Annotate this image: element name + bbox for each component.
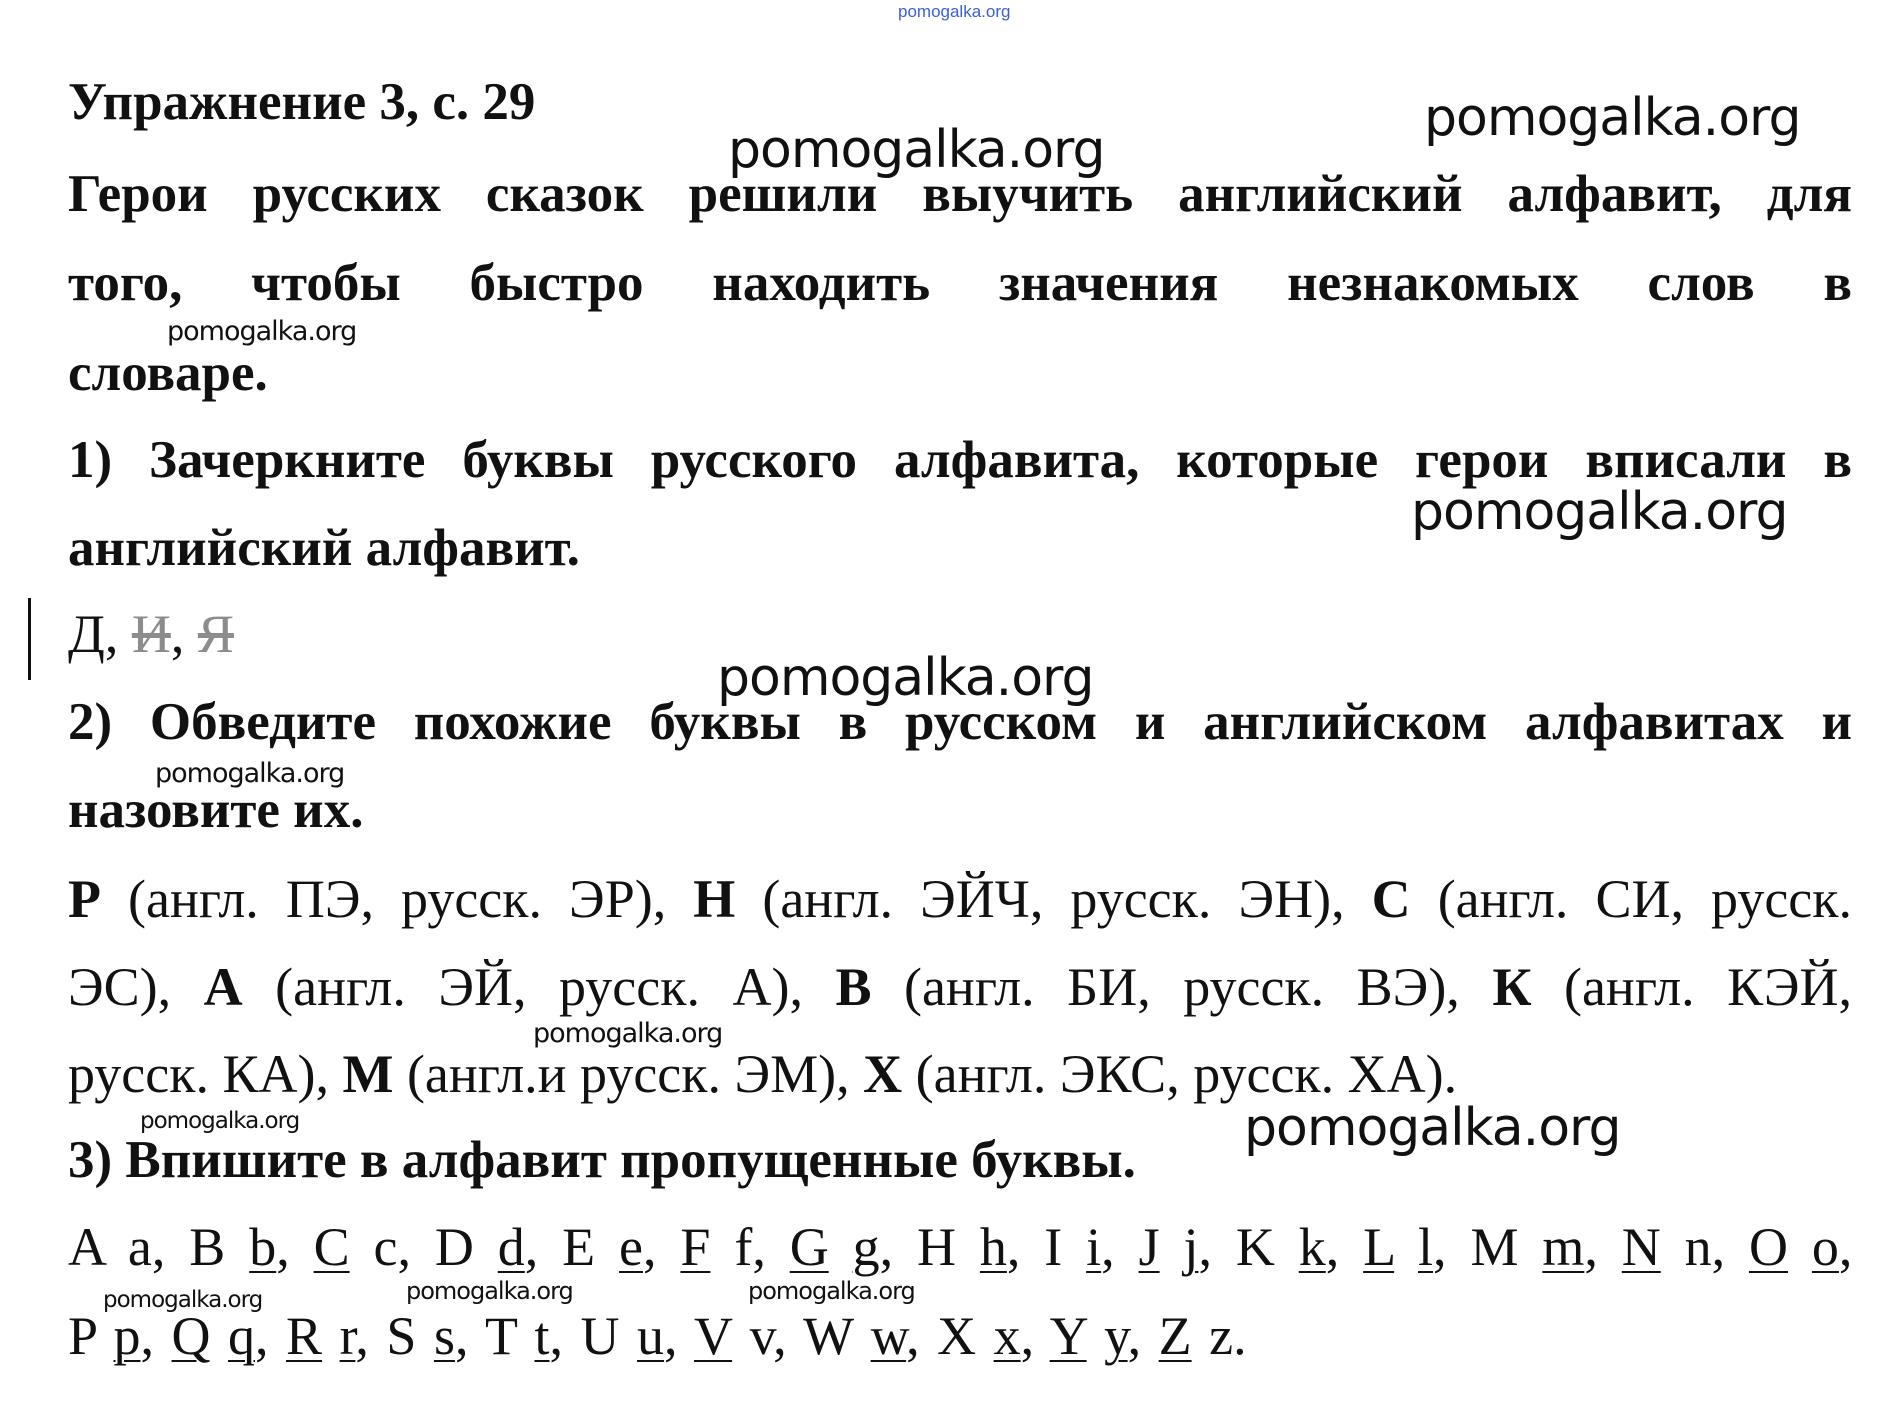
letter-pair (1622, 1217, 1725, 1277)
upper-letter: X (937, 1306, 977, 1366)
filled-lower-letter: u (637, 1306, 665, 1366)
lower-letter: z (1209, 1306, 1234, 1366)
letter-pair (1470, 1217, 1597, 1277)
punctuation: , (524, 1217, 539, 1277)
filled-upper-letter: J (1138, 1217, 1160, 1277)
upper-letter: U (580, 1306, 620, 1366)
watermark: pomogalka.org (1424, 88, 1801, 148)
intro-line-2: того, чтобы быстро находить значения незнакомых слов в (68, 254, 1852, 312)
upper-letter: P (68, 1306, 97, 1366)
watermark: pomogalka.org (717, 648, 1094, 708)
task1-line-2: английский алфавит. (68, 519, 580, 577)
task2-line-2: назовите их. (68, 781, 364, 839)
filled-lower-letter: q (228, 1306, 256, 1366)
upper-letter: T (484, 1306, 517, 1366)
letter-pair (172, 1306, 269, 1366)
lower-letter: a (127, 1217, 152, 1277)
letter-pair (435, 1217, 538, 1277)
task1-line-1: 1) Зачеркните буквы русского алфавита, которые герои вписали в (68, 431, 1852, 489)
filled-lower-letter: t (534, 1306, 550, 1366)
filled-lower-letter: i (1086, 1217, 1102, 1277)
upper-letter: K (1235, 1217, 1275, 1277)
filled-lower-letter: p (113, 1306, 141, 1366)
filled-lower-letter: d (497, 1217, 525, 1277)
filled-lower-letter: x (993, 1306, 1021, 1366)
letter-d: Д (68, 604, 105, 664)
lower-letter: c (373, 1217, 398, 1277)
punctuation: , (549, 1306, 564, 1366)
letter-pair (1159, 1306, 1247, 1366)
watermark: pomogalka.org (155, 758, 345, 789)
punctuation: , (355, 1306, 369, 1366)
punctuation: , (1325, 1217, 1340, 1277)
punctuation: , (643, 1217, 657, 1277)
filled-upper-letter: Y (1049, 1306, 1087, 1366)
task2-line-1: 2) Обведите похожие буквы в русском и английском алфавитах и (68, 693, 1852, 751)
alphabet-row-1 (68, 1216, 1852, 1278)
watermark: pomogalka.org (1244, 1098, 1621, 1158)
filled-upper-letter: N (1621, 1217, 1661, 1277)
letter-pair (790, 1217, 893, 1277)
letter-pair (937, 1306, 1034, 1366)
task1-answer: Д, И, Я (68, 604, 234, 664)
letter-pair (1363, 1217, 1446, 1277)
filled-lower-letter: w (870, 1306, 907, 1366)
filled-lower-letter: m (1542, 1217, 1585, 1277)
text-cursor (28, 598, 31, 680)
letter-pair (314, 1217, 411, 1277)
upper-letter: W (803, 1306, 854, 1366)
struck-letter-ya: Я (197, 604, 234, 664)
filled-lower-letter: j (1183, 1217, 1199, 1277)
filled-upper-letter: Z (1158, 1306, 1192, 1366)
letter-pair (485, 1306, 563, 1366)
filled-upper-letter: R (286, 1306, 323, 1366)
lower-letter: v (749, 1306, 774, 1366)
lower-letter: f (734, 1217, 753, 1277)
filled-lower-letter: y (1104, 1306, 1128, 1366)
letter-pair (189, 1217, 289, 1277)
letter-pair (1139, 1217, 1212, 1277)
struck-letter-i: И (131, 604, 171, 664)
filled-upper-letter: L (1363, 1217, 1395, 1277)
letter-pair (386, 1306, 468, 1366)
punctuation: , (454, 1306, 469, 1366)
watermark: pomogalka.org (533, 1018, 723, 1049)
letter-pair (680, 1217, 765, 1277)
filled-lower-letter: o (1811, 1217, 1839, 1277)
header-watermark: pomogalka.org (898, 2, 1011, 21)
punctuation: , (1127, 1306, 1142, 1366)
alphabet-row-2 (68, 1305, 1247, 1367)
letter-pair (1044, 1217, 1114, 1277)
filled-lower-letter: b (249, 1217, 277, 1277)
punctuation: , (752, 1217, 766, 1277)
punctuation: , (151, 1217, 166, 1277)
punctuation: , (1433, 1217, 1447, 1277)
upper-letter: D (434, 1217, 474, 1277)
filled-lower-letter: e (619, 1217, 644, 1277)
punctuation: , (664, 1306, 678, 1366)
punctuation: , (1584, 1217, 1598, 1277)
upper-letter: M (1470, 1217, 1519, 1277)
upper-letter: B (189, 1217, 226, 1277)
upper-letter: S (386, 1306, 417, 1366)
upper-letter: H (917, 1217, 956, 1277)
punctuation: , (255, 1306, 269, 1366)
punctuation: , (397, 1217, 411, 1277)
punctuation: , (1006, 1217, 1021, 1277)
letter-pair (581, 1306, 678, 1366)
letter-pair (1236, 1217, 1339, 1277)
intro-line-3: словаре. (68, 344, 268, 402)
letter-pair (1749, 1217, 1852, 1277)
upper-letter: A (68, 1217, 105, 1277)
letter-pair (562, 1217, 656, 1277)
filled-upper-letter: F (680, 1217, 711, 1277)
punctuation: , (773, 1306, 787, 1366)
watermark: pomogalka.org (103, 1287, 263, 1313)
upper-letter: E (562, 1217, 596, 1277)
punctuation: , (906, 1306, 920, 1366)
filled-lower-letter: l (1418, 1217, 1434, 1277)
punctuation: , (276, 1217, 290, 1277)
letter-pair (286, 1306, 369, 1366)
letter-pair (694, 1306, 787, 1366)
intro-line-1: Герои русских сказок решили выучить английский алфавит, для (68, 165, 1852, 223)
exercise-title: Упражнение 3, с. 29 (68, 73, 536, 131)
letter-pair (917, 1217, 1020, 1277)
letter-pair (68, 1217, 165, 1277)
upper-letter: I (1044, 1217, 1063, 1277)
punctuation: , (1101, 1217, 1115, 1277)
punctuation: . (1233, 1306, 1247, 1366)
letter-pair (1050, 1306, 1142, 1366)
punctuation: , (140, 1306, 155, 1366)
watermark: pomogalka.org (167, 316, 357, 347)
watermark: pomogalka.org (406, 1277, 573, 1305)
punctuation: , (879, 1217, 894, 1277)
watermark: pomogalka.org (748, 1277, 915, 1305)
filled-lower-letter: s (433, 1306, 455, 1366)
punctuation: , (1198, 1217, 1212, 1277)
watermark: pomogalka.org (1411, 482, 1788, 542)
letter-pair (68, 1306, 154, 1366)
lower-letter: n (1684, 1217, 1712, 1277)
punctuation: , (1838, 1217, 1853, 1277)
filled-lower-letter: r (339, 1306, 356, 1366)
filled-lower-letter: k (1298, 1217, 1326, 1277)
task2-answer-line-2: ЭС), A (англ. ЭЙ, русск. А), B (англ. БИ, русск. ВЭ), К (англ. КЭЙ, (68, 957, 1852, 1017)
task2-answer-line-1: P (англ. ПЭ, русск. ЭР), H (англ. ЭЙЧ, русск. ЭН), C (англ. СИ, русск. (68, 869, 1852, 929)
watermark: pomogalka.org (728, 120, 1105, 180)
letter-pair (803, 1306, 920, 1366)
filled-upper-letter: C (313, 1217, 350, 1277)
filled-upper-letter: Q (171, 1306, 211, 1366)
filled-upper-letter: V (694, 1306, 733, 1366)
filled-upper-letter: O (1749, 1217, 1789, 1277)
filled-upper-letter: G (789, 1217, 829, 1277)
task3-line-1: 3) Впишите в алфавит пропущенные буквы. (68, 1131, 1136, 1189)
punctuation: , (1020, 1306, 1035, 1366)
watermark: pomogalka.org (140, 1108, 300, 1134)
punctuation: , (1711, 1217, 1726, 1277)
filled-lower-letter: g (852, 1217, 880, 1277)
task2-answer-line-3: русск. КА), M (англ.и русск. ЭМ), X (англ. ЭКС, русск. ХА). (68, 1044, 1458, 1104)
filled-lower-letter: h (979, 1217, 1007, 1277)
